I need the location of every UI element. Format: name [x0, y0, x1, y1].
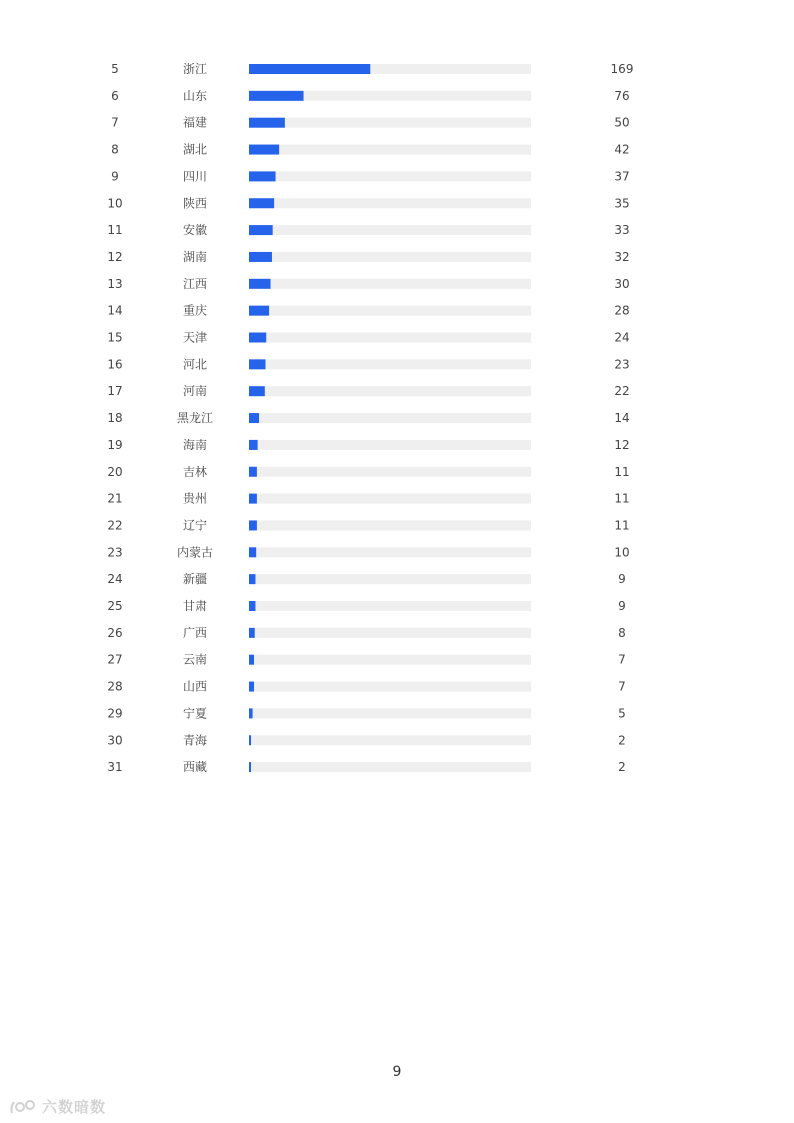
bar-track — [249, 655, 531, 665]
bar-track — [249, 440, 531, 450]
province-label: 甘肃 — [182, 599, 208, 613]
rank-label: 31 — [107, 760, 123, 775]
bar — [249, 655, 254, 665]
value-label: 7 — [618, 679, 626, 694]
rank-label: 15 — [107, 330, 123, 345]
watermark — [8, 1096, 106, 1117]
province-label: 重庆 — [182, 303, 208, 318]
bar — [249, 198, 274, 208]
chart-row — [111, 142, 629, 157]
rank-label: 23 — [107, 545, 123, 560]
bar — [249, 494, 257, 504]
province-label: 青海 — [182, 733, 208, 748]
chart-row — [107, 383, 629, 398]
province-label: 新疆 — [182, 572, 208, 587]
value-label: 30 — [614, 276, 630, 291]
chart-row — [107, 652, 625, 667]
province-label: 宁夏 — [182, 706, 208, 721]
rank-label: 21 — [107, 491, 123, 506]
bar — [249, 145, 279, 155]
rank-label: 9 — [111, 169, 119, 184]
bar-track — [249, 628, 531, 638]
rank-label: 22 — [107, 518, 123, 533]
chart-row — [107, 464, 629, 479]
chart-row — [111, 61, 633, 76]
bar-track — [249, 145, 531, 155]
rank-label: 27 — [107, 652, 123, 667]
bar — [249, 171, 276, 181]
value-label: 10 — [614, 545, 630, 560]
rank-label: 30 — [107, 733, 123, 748]
value-label: 12 — [614, 437, 630, 452]
value-label: 5 — [618, 706, 626, 721]
bar — [249, 359, 266, 369]
chart-row — [107, 598, 625, 613]
value-label: 76 — [614, 88, 630, 103]
value-label: 169 — [610, 62, 634, 76]
rank-label: 29 — [107, 706, 123, 721]
bar-track — [249, 682, 531, 692]
bar-track — [249, 520, 531, 530]
rank-label: 8 — [111, 142, 119, 157]
rank-label: 28 — [107, 679, 123, 694]
brand-logo-icon — [8, 1097, 38, 1117]
bar — [249, 279, 271, 289]
page-number: 9 — [392, 1064, 402, 1080]
province-label: 山东 — [182, 88, 208, 103]
chart-row — [107, 249, 629, 264]
bar — [249, 386, 265, 396]
value-label: 9 — [618, 572, 626, 587]
rank-label: 24 — [107, 572, 123, 587]
rank-label: 26 — [107, 625, 123, 640]
bar — [249, 601, 255, 611]
bar — [249, 91, 304, 101]
bar-track — [249, 494, 531, 504]
province-label: 浙江 — [182, 62, 208, 76]
bar-track — [249, 574, 531, 584]
chart-row — [107, 572, 625, 586]
chart-row — [107, 195, 629, 210]
bar — [249, 118, 285, 128]
chart-row — [107, 518, 629, 532]
value-label: 22 — [614, 384, 630, 399]
value-label: 28 — [614, 303, 630, 318]
bar-track — [249, 386, 531, 396]
rank-label: 18 — [107, 411, 123, 426]
rank-label: 5 — [111, 62, 119, 76]
province-label: 广西 — [182, 625, 208, 640]
watermark-text: 六数暗数 — [42, 1098, 107, 1116]
province-label: 湖南 — [182, 249, 208, 264]
bar — [249, 306, 269, 316]
chart-row — [107, 625, 625, 640]
province-label: 河南 — [182, 384, 208, 399]
bar — [249, 574, 255, 584]
province-label: 山西 — [182, 679, 208, 694]
bar — [249, 333, 266, 343]
bar-track — [249, 306, 531, 316]
province-label: 湖北 — [182, 142, 208, 157]
bar-track — [249, 333, 531, 343]
bar-track — [249, 225, 531, 235]
chart-row — [107, 222, 629, 237]
rank-label: 25 — [107, 599, 123, 613]
bar-track — [249, 279, 531, 289]
rank-label: 10 — [107, 196, 123, 211]
bar — [249, 520, 257, 530]
rank-label: 20 — [107, 464, 123, 479]
bar — [249, 252, 272, 262]
rank-label: 7 — [111, 115, 119, 130]
value-label: 23 — [614, 357, 630, 372]
bar — [249, 708, 253, 718]
value-label: 32 — [614, 249, 630, 264]
bar — [249, 762, 251, 772]
rank-label: 14 — [107, 303, 123, 318]
value-label: 11 — [614, 464, 630, 479]
province-label: 西藏 — [182, 760, 208, 775]
bar — [249, 440, 258, 450]
value-label: 37 — [614, 169, 630, 184]
province-label: 河北 — [182, 357, 208, 372]
bar-track — [249, 118, 531, 128]
province-label: 海南 — [182, 437, 208, 452]
value-label: 2 — [618, 760, 626, 775]
value-label: 11 — [614, 518, 630, 533]
bar-track — [249, 171, 531, 181]
province-label: 江西 — [182, 276, 208, 291]
rank-label: 6 — [111, 88, 119, 103]
province-label: 贵州 — [182, 491, 208, 506]
rank-label: 19 — [107, 437, 123, 452]
chart-row — [107, 357, 629, 371]
rank-label: 12 — [107, 249, 123, 264]
bar — [249, 547, 256, 557]
province-label: 黑龙江 — [176, 411, 214, 426]
bar-track — [249, 252, 531, 262]
chart-row — [111, 169, 629, 183]
bar — [249, 682, 254, 692]
province-label: 陕西 — [182, 196, 208, 211]
chart-row — [107, 277, 629, 291]
bar — [249, 225, 273, 235]
province-label: 天津 — [182, 330, 208, 345]
province-label: 云南 — [182, 652, 208, 667]
value-label: 35 — [614, 196, 630, 211]
province-label: 吉林 — [182, 464, 208, 479]
bar-track — [249, 762, 531, 772]
bar-track — [249, 467, 531, 477]
value-label: 8 — [618, 625, 626, 640]
bar — [249, 628, 255, 638]
province-label: 四川 — [182, 169, 208, 184]
rank-label: 17 — [107, 384, 123, 399]
bar — [249, 64, 370, 74]
chart-row — [107, 303, 629, 318]
chart-row — [107, 732, 625, 747]
province-label: 安徽 — [182, 223, 208, 238]
value-label: 7 — [618, 652, 626, 667]
value-label: 24 — [614, 330, 630, 345]
bar-track — [249, 601, 531, 611]
chart-row — [107, 680, 625, 694]
value-label: 42 — [614, 142, 630, 157]
chart-row — [107, 759, 625, 774]
bar-track — [249, 359, 531, 369]
chart-row — [107, 544, 629, 559]
bar — [249, 413, 259, 423]
bar — [249, 467, 257, 477]
value-label: 11 — [614, 491, 630, 506]
value-label: 33 — [614, 223, 630, 238]
value-label: 14 — [614, 411, 630, 426]
bar-track — [249, 547, 531, 557]
chart-row — [107, 437, 629, 452]
bar-track — [249, 735, 531, 745]
chart-row — [107, 330, 629, 345]
rank-label: 13 — [107, 276, 123, 291]
chart-row — [111, 115, 629, 130]
chart-row — [111, 89, 629, 103]
rank-label: 11 — [107, 223, 123, 238]
value-label: 50 — [614, 115, 630, 130]
bar — [249, 735, 251, 745]
chart-row — [107, 410, 629, 425]
bar-track — [249, 198, 531, 208]
bar-track — [249, 413, 531, 423]
province-label: 内蒙古 — [176, 545, 214, 560]
province-label: 辽宁 — [182, 518, 208, 533]
chart-row — [107, 491, 629, 506]
value-label: 2 — [618, 733, 626, 748]
bar-track — [249, 708, 531, 718]
chart-row — [107, 706, 625, 720]
value-label: 9 — [618, 599, 626, 613]
rank-label: 16 — [107, 357, 123, 372]
province-label: 福建 — [182, 115, 208, 130]
